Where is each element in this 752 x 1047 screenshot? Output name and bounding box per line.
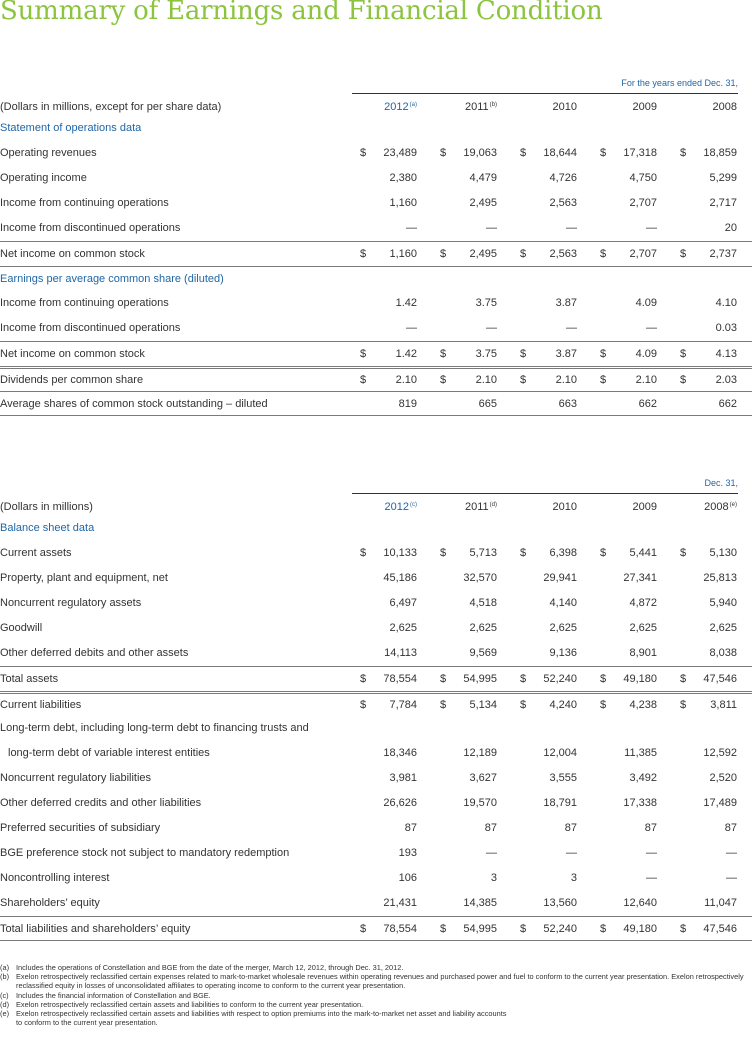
currency-symbol: $: [360, 923, 367, 935]
footnote-marker: (d): [489, 502, 497, 508]
currency-symbol: $: [440, 547, 447, 559]
header-rule: [352, 93, 738, 94]
operations-period-label: For the years ended Dec. 31,: [621, 78, 738, 88]
currency-symbol: $: [440, 699, 447, 711]
cell-value: —: [566, 222, 577, 234]
cell-value: 49,180: [623, 923, 657, 935]
footnote-mark: (b): [0, 972, 10, 982]
cell-value: 2.03: [715, 374, 737, 386]
cell-value: 4.10: [715, 297, 737, 309]
table-row: [0, 541, 752, 566]
table-row: [0, 641, 752, 666]
row-label: Statement of operations data: [0, 122, 142, 134]
cell-value: 4,479: [469, 172, 497, 184]
cell-value: 3.87: [555, 297, 577, 309]
cell-value: 2,625: [389, 622, 417, 634]
currency-symbol: $: [600, 699, 607, 711]
currency-symbol: $: [520, 699, 527, 711]
cell-value: 2,707: [629, 248, 657, 260]
cell-value: 9,569: [469, 647, 497, 659]
section-heading: [0, 266, 752, 291]
table-row: [0, 166, 752, 191]
section-heading: [0, 516, 752, 541]
cell-value: 4,872: [629, 597, 657, 609]
cell-value: —: [646, 222, 657, 234]
cell-value: 5,713: [469, 547, 497, 559]
cell-value: 3,981: [389, 772, 417, 784]
currency-symbol: $: [360, 147, 367, 159]
table-row: [0, 866, 752, 891]
row-label: Total liabilities and shareholders’ equity: [0, 923, 191, 935]
currency-symbol: $: [440, 673, 447, 685]
cell-value: —: [486, 847, 497, 859]
row-label: Average shares of common stock outstanding – diluted: [0, 398, 268, 410]
cell-value: 45,186: [383, 572, 417, 584]
currency-symbol: $: [600, 248, 607, 260]
row-label: Net income on common stock: [0, 248, 145, 260]
cell-value: —: [726, 872, 737, 884]
cell-value: 87: [724, 822, 737, 834]
balance-period-label: Dec. 31,: [704, 478, 738, 488]
cell-value: 3,811: [710, 699, 737, 711]
footnote: [0, 991, 752, 1000]
currency-symbol: $: [680, 348, 687, 360]
operations-header: [0, 93, 752, 117]
footnote-marker: (c): [410, 502, 417, 508]
cell-value: 2.10: [635, 374, 657, 386]
cell-value: 5,940: [709, 597, 737, 609]
table-row: [0, 666, 752, 691]
footnote-text: Exelon retrospectively reclassified certain expenses related to mark-to-market wholesale revenues within operating revenues and purchased power and fuel to conform to the current year presentation. Exelon retrospectively reclassified equity in losses of unconsolidated affiliates to operating income to conform to the current year presentation.: [16, 972, 746, 991]
row-label: BGE preference stock not subject to mandatory redemption: [0, 847, 290, 859]
cell-value: 12,592: [703, 747, 737, 759]
table-row: [0, 566, 752, 591]
table-row: [0, 766, 752, 791]
cell-value: 54,995: [463, 673, 497, 685]
currency-symbol: $: [440, 147, 447, 159]
cell-value: 4.09: [635, 297, 657, 309]
cell-value: 2.10: [395, 374, 417, 386]
year-label: 2011: [465, 101, 489, 113]
cell-value: 5,130: [709, 547, 737, 559]
year-header-2012: [384, 101, 417, 113]
cell-value: 27,341: [623, 572, 657, 584]
cell-value: 4.09: [635, 348, 657, 360]
year-label: 2010: [552, 501, 577, 513]
cell-value: 54,995: [463, 923, 497, 935]
row-label: Income from continuing operations: [0, 197, 169, 209]
section-heading: [0, 116, 752, 141]
cell-value: 819: [398, 398, 417, 410]
currency-symbol: $: [680, 547, 687, 559]
footnote: [0, 1009, 752, 1027]
currency-symbol: $: [440, 374, 447, 386]
cell-value: 2,563: [549, 248, 577, 260]
currency-symbol: $: [600, 348, 607, 360]
cell-value: —: [406, 222, 417, 234]
cell-value: 17,318: [623, 147, 657, 159]
cell-value: 12,004: [543, 747, 577, 759]
currency-symbol: $: [680, 248, 687, 260]
cell-value: 3,555: [549, 772, 577, 784]
cell-value: 193: [398, 847, 417, 859]
year-label: 2010: [552, 101, 577, 113]
cell-value: 12,189: [463, 747, 497, 759]
cell-value: —: [646, 322, 657, 334]
cell-value: 18,644: [543, 147, 577, 159]
row-label: Noncurrent regulatory liabilities: [0, 772, 152, 784]
cell-value: 78,554: [383, 923, 417, 935]
currency-symbol: $: [520, 923, 527, 935]
cell-value: 87: [564, 822, 577, 834]
currency-symbol: $: [360, 699, 367, 711]
cell-value: 49,180: [623, 673, 657, 685]
cell-value: 4,518: [469, 597, 497, 609]
cell-value: 47,546: [703, 673, 737, 685]
currency-symbol: $: [680, 673, 687, 685]
table-row: [0, 341, 752, 366]
cell-value: 662: [718, 398, 737, 410]
currency-symbol: $: [520, 547, 527, 559]
cell-value: 1,160: [389, 248, 417, 260]
cell-value: 2.10: [475, 374, 497, 386]
year-label: 2012: [384, 501, 409, 513]
cell-value: 8,901: [629, 647, 657, 659]
cell-value: 3.87: [555, 348, 577, 360]
table-row: [0, 291, 752, 316]
cell-value: 52,240: [543, 673, 577, 685]
cell-value: 9,136: [549, 647, 577, 659]
year-header-2011: [465, 501, 497, 513]
cell-value: 1,160: [389, 197, 417, 209]
year-label: 2009: [632, 101, 657, 113]
cell-value: 3.75: [475, 348, 497, 360]
row-label: Shareholders’ equity: [0, 897, 100, 909]
table-row: [0, 916, 752, 941]
cell-value: 8,038: [709, 647, 737, 659]
row-label: Net income on common stock: [0, 348, 145, 360]
currency-symbol: $: [520, 147, 527, 159]
row-label: Long-term debt, including long-term debt to financing trusts and: [0, 722, 309, 734]
currency-symbol: $: [360, 348, 367, 360]
row-label: Income from discontinued operations: [0, 322, 181, 334]
year-label: 2012: [384, 101, 409, 113]
cell-value: —: [646, 872, 657, 884]
page-title: Summary of Earnings and Financial Condition: [0, 0, 603, 26]
currency-symbol: $: [520, 374, 527, 386]
currency-symbol: $: [600, 923, 607, 935]
year-header-2009: [633, 501, 657, 513]
cell-value: 87: [644, 822, 657, 834]
cell-value: —: [566, 322, 577, 334]
cell-value: 29,941: [543, 572, 577, 584]
row-label: long-term debt of variable interest entities: [8, 747, 210, 759]
cell-value: 19,063: [463, 147, 497, 159]
footnote-marker: (a): [409, 102, 417, 108]
year-header-2008: [713, 101, 737, 113]
cell-value: 6,398: [549, 547, 577, 559]
cell-value: 665: [478, 398, 497, 410]
cell-value: 2,625: [469, 622, 497, 634]
table-row: [0, 391, 752, 416]
row-label: Goodwill: [0, 622, 43, 634]
cell-value: 12,640: [623, 897, 657, 909]
currency-symbol: $: [360, 248, 367, 260]
cell-value: 6,497: [389, 597, 417, 609]
footnote: [0, 1000, 752, 1009]
row-label: Income from continuing operations: [0, 297, 169, 309]
currency-symbol: $: [680, 374, 687, 386]
currency-symbol: $: [520, 673, 527, 685]
currency-symbol: $: [440, 348, 447, 360]
cell-value: 663: [558, 398, 577, 410]
footnote-text: Includes the operations of Constellation and BGE from the date of the merger, March 12, 2012, through Dec. 31, 2012.: [16, 963, 404, 972]
cell-value: 13,560: [543, 897, 577, 909]
cell-value: 2,520: [709, 772, 737, 784]
cell-value: 52,240: [543, 923, 577, 935]
year-label: 2008: [704, 501, 729, 513]
cell-value: 87: [484, 822, 497, 834]
cell-value: 18,346: [383, 747, 417, 759]
currency-symbol: $: [440, 923, 447, 935]
table-row: [0, 141, 752, 166]
year-label: 2011: [465, 501, 489, 513]
row-label: Balance sheet data: [0, 522, 95, 534]
cell-value: 5,134: [469, 699, 497, 711]
row-label: Current assets: [0, 547, 72, 559]
cell-value: 3,627: [469, 772, 497, 784]
cell-value: 2,380: [389, 172, 417, 184]
currency-symbol: $: [520, 348, 527, 360]
cell-value: 4,240: [549, 699, 577, 711]
cell-value: 47,546: [703, 923, 737, 935]
cell-value: 2,737: [709, 248, 737, 260]
row-label: Noncurrent regulatory assets: [0, 597, 142, 609]
cell-value: 106: [398, 872, 417, 884]
cell-value: 11,047: [704, 897, 737, 909]
currency-symbol: $: [360, 374, 367, 386]
cell-value: 2,625: [629, 622, 657, 634]
cell-value: 10,133: [383, 547, 417, 559]
cell-value: 4,238: [629, 699, 657, 711]
currency-symbol: $: [360, 673, 367, 685]
footnote: [0, 963, 752, 972]
row-label: Property, plant and equipment, net: [0, 572, 168, 584]
cell-value: 14,385: [463, 897, 497, 909]
cell-value: 2,717: [709, 197, 737, 209]
cell-value: 2.10: [555, 374, 577, 386]
table-row: [0, 366, 752, 391]
row-label: Noncontrolling interest: [0, 872, 110, 884]
cell-value: —: [726, 847, 737, 859]
currency-symbol: $: [600, 147, 607, 159]
cell-value: 2,495: [469, 197, 497, 209]
currency-symbol: $: [600, 547, 607, 559]
currency-symbol: $: [680, 923, 687, 935]
cell-value: 2,625: [709, 622, 737, 634]
table-row: [0, 841, 752, 866]
currency-symbol: $: [680, 699, 687, 711]
footnote-mark: (e): [0, 1009, 10, 1019]
cell-value: 4.13: [715, 348, 737, 360]
footnote: [0, 972, 752, 990]
cell-value: 25,813: [703, 572, 737, 584]
cell-value: 4,750: [629, 172, 657, 184]
currency-symbol: $: [600, 374, 607, 386]
cell-value: —: [566, 847, 577, 859]
footnote-text: Includes the financial information of Constellation and BGE.: [16, 990, 211, 1000]
table-row: [0, 891, 752, 916]
cell-value: 7,784: [389, 699, 417, 711]
cell-value: 17,338: [623, 797, 657, 809]
footnote-marker: (e): [729, 502, 737, 508]
cell-value: 18,791: [543, 797, 577, 809]
row-label: Income from discontinued operations: [0, 222, 181, 234]
cell-value: 662: [638, 398, 657, 410]
cell-value: 3.75: [475, 297, 497, 309]
cell-value: 0.03: [715, 322, 737, 334]
table-row: [0, 591, 752, 616]
cell-value: 78,554: [383, 673, 417, 685]
footnote-text: Exelon retrospectively reclassified certain assets and liabilities to conform to the current year presentation.: [16, 999, 364, 1009]
footnote-mark: (d): [0, 999, 10, 1009]
cell-value: 2,495: [469, 248, 497, 260]
currency-symbol: $: [360, 547, 367, 559]
header-rule: [352, 493, 738, 494]
row-label: Preferred securities of subsidiary: [0, 822, 161, 834]
cell-value: 2,625: [549, 622, 577, 634]
currency-symbol: $: [520, 248, 527, 260]
row-label: Other deferred debits and other assets: [0, 647, 189, 659]
header-first-column: (Dollars in millions, except for per share data): [0, 101, 222, 113]
cell-value: —: [486, 222, 497, 234]
row-label: Other deferred credits and other liabilities: [0, 797, 202, 809]
cell-value: 5,299: [709, 172, 737, 184]
cell-value: 87: [404, 822, 417, 834]
footnote-text: Exelon retrospectively reclassified certain assets and liabilities with respect to option premiums into the mark-to-market net asset and liability accounts to conform to the current year presentation.: [16, 1009, 507, 1028]
table-row: [0, 316, 752, 341]
currency-symbol: $: [600, 673, 607, 685]
currency-symbol: $: [440, 248, 447, 260]
row-label: Current liabilities: [0, 699, 82, 711]
cell-value: 18,859: [703, 147, 737, 159]
table-row: [0, 741, 752, 766]
cell-value: 14,113: [384, 647, 417, 659]
cell-value: 1.42: [395, 348, 417, 360]
table-row: [0, 616, 752, 641]
cell-value: 2,563: [549, 197, 577, 209]
year-header-2011: [465, 101, 497, 113]
currency-symbol: $: [680, 147, 687, 159]
cell-value: 23,489: [383, 147, 417, 159]
cell-value: 21,431: [383, 897, 417, 909]
year-header-2008: [704, 501, 737, 513]
table-row: [0, 191, 752, 216]
cell-value: 4,140: [549, 597, 577, 609]
cell-value: 32,570: [463, 572, 497, 584]
cell-value: 1.42: [395, 297, 417, 309]
year-header-2010: [553, 101, 577, 113]
footnote-marker: (b): [489, 102, 497, 108]
footnote-mark: (a): [0, 963, 10, 972]
cell-value: 26,626: [383, 797, 417, 809]
cell-value: 3: [570, 872, 577, 884]
cell-value: 3: [490, 872, 497, 884]
balance-header: [0, 493, 752, 517]
row-label: Earnings per average common share (diluted): [0, 273, 224, 285]
cell-value: —: [406, 322, 417, 334]
cell-value: 11,385: [624, 747, 657, 759]
table-row: [0, 716, 752, 741]
row-label: Operating income: [0, 172, 87, 184]
row-label: Dividends per common share: [0, 374, 144, 386]
cell-value: 20: [724, 222, 737, 234]
cell-value: 2,707: [629, 197, 657, 209]
cell-value: —: [486, 322, 497, 334]
year-label: 2008: [712, 101, 737, 113]
table-row: [0, 816, 752, 841]
cell-value: 3,492: [629, 772, 657, 784]
cell-value: 19,570: [463, 797, 497, 809]
table-row: [0, 216, 752, 241]
year-label: 2009: [632, 501, 657, 513]
cell-value: 4,726: [549, 172, 577, 184]
table-row: [0, 241, 752, 266]
cell-value: —: [646, 847, 657, 859]
cell-value: 17,489: [703, 797, 737, 809]
year-header-2009: [633, 101, 657, 113]
footnotes: [0, 963, 752, 1027]
header-first-column: (Dollars in millions): [0, 501, 93, 513]
table-row: [0, 691, 752, 716]
row-label: Operating revenues: [0, 147, 97, 159]
footnote-mark: (c): [0, 990, 9, 1000]
year-header-2010: [553, 501, 577, 513]
row-label: Total assets: [0, 673, 59, 685]
year-header-2012: [385, 501, 417, 513]
table-row: [0, 791, 752, 816]
cell-value: 5,441: [629, 547, 657, 559]
